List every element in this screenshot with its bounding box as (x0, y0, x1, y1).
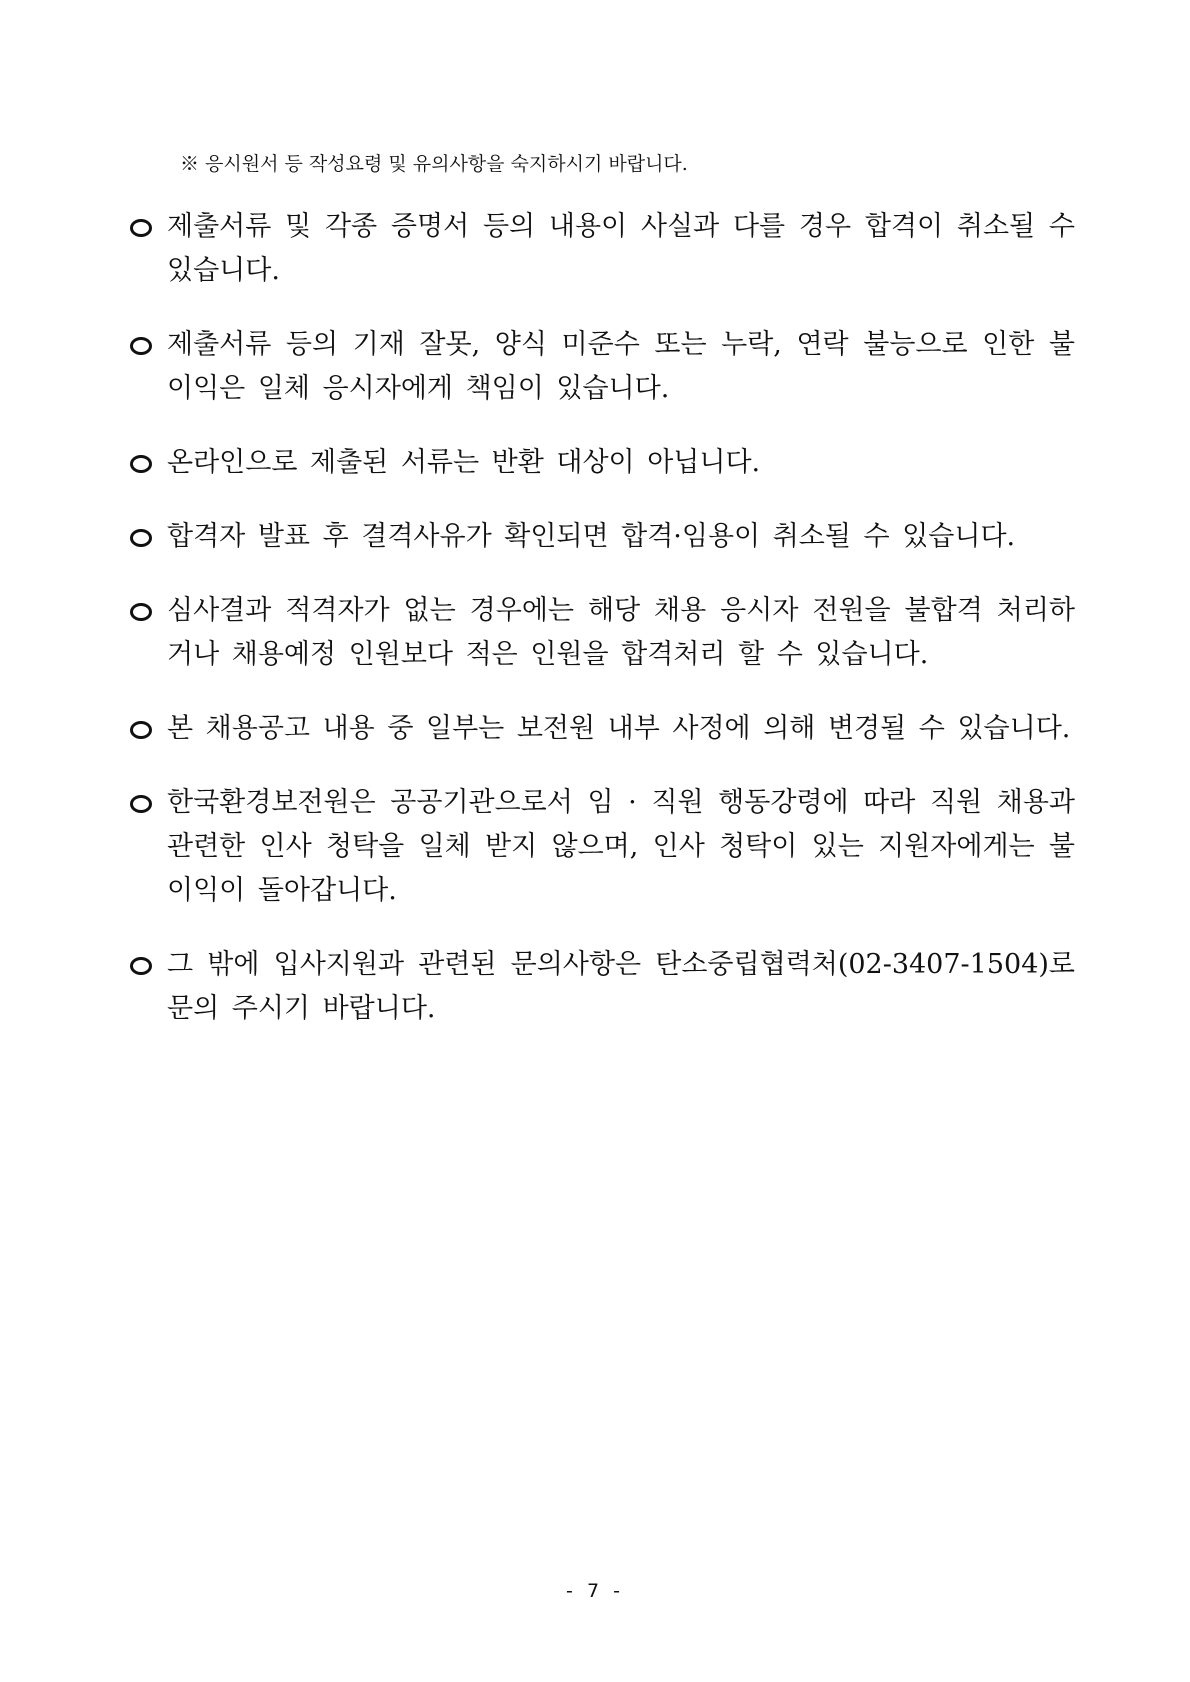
circle-bullet-icon (130, 721, 152, 739)
list-item-text: 온라인으로 제출된 서류는 반환 대상이 아닙니다. (167, 447, 761, 478)
circle-bullet-icon (130, 455, 152, 473)
page-number: - 7 - (566, 1580, 624, 1602)
list-item-text: 심사결과 적격자가 없는 경우에는 해당 채용 응시자 전원을 불합격 처리하거나 채용예정 인원보다 적은 인원을 합격처리 할 수 있습니다. (167, 595, 1075, 670)
list-item (130, 589, 1075, 677)
list-item (130, 943, 1075, 1031)
list-item-text: 합격자 발표 후 결격사유가 확인되면 합격·임용이 취소될 수 있습니다. (167, 521, 1016, 552)
circle-bullet-icon (130, 219, 152, 237)
note-line: ※ 응시원서 등 작성요령 및 유의사항을 숙지하시기 바랍니다. (180, 153, 688, 175)
list-item-text: 제출서류 등의 기재 잘못, 양식 미준수 또는 누락, 연락 불능으로 인한 불이익은 일체 응시자에게 책임이 있습니다. (167, 329, 1075, 404)
list-item-text: 그 밖에 입사지원과 관련된 문의사항은 탄소중립협력처(02-3407-1504)로 문의 주시기 바랍니다. (167, 949, 1075, 1024)
circle-bullet-icon (130, 795, 152, 813)
circle-bullet-icon (130, 603, 152, 621)
list-item-text: 제출서류 및 각종 증명서 등의 내용이 사실과 다를 경우 합격이 취소될 수 있습니다. (167, 211, 1075, 286)
list-item (130, 323, 1075, 411)
notice-list (130, 205, 1075, 1061)
list-item (130, 515, 1075, 559)
circle-bullet-icon (130, 957, 152, 975)
list-item-text: 본 채용공고 내용 중 일부는 보전원 내부 사정에 의해 변경될 수 있습니다. (167, 713, 1071, 744)
list-item-text: 한국환경보전원은 공공기관으로서 임 · 직원 행동강령에 따라 직원 채용과 관련한 인사 청탁을 일체 받지 않으며, 인사 청탁이 있는 지원자에게는 불이익이 돌아갑니다. (167, 787, 1075, 906)
list-item (130, 707, 1075, 751)
circle-bullet-icon (130, 337, 152, 355)
circle-bullet-icon (130, 529, 152, 547)
list-item (130, 441, 1075, 485)
list-item (130, 205, 1075, 293)
list-item (130, 781, 1075, 913)
